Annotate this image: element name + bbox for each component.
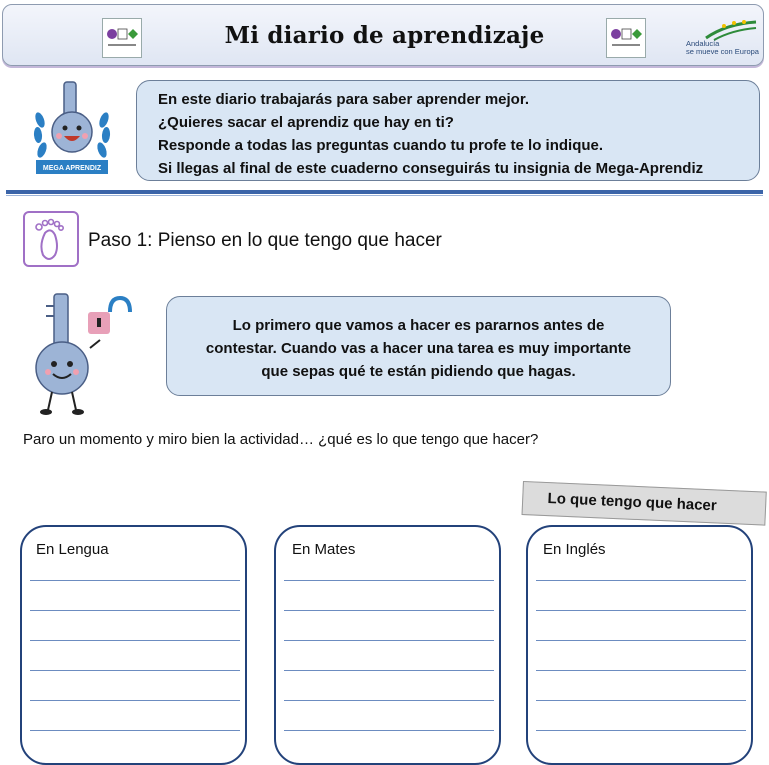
writing-line[interactable] bbox=[284, 670, 494, 671]
writing-line[interactable] bbox=[536, 670, 746, 671]
writing-line[interactable] bbox=[30, 700, 240, 701]
writing-line[interactable] bbox=[536, 610, 746, 611]
writing-line[interactable] bbox=[284, 730, 494, 731]
writing-line[interactable] bbox=[284, 610, 494, 611]
card-label: En Inglés bbox=[543, 541, 606, 558]
svg-text:MEGA APRENDIZ: MEGA APRENDIZ bbox=[42, 165, 102, 172]
explanation-line: que sepas qué te están pidiendo que hagas. bbox=[261, 363, 576, 380]
writing-line[interactable] bbox=[30, 580, 240, 581]
andalucia-slogan: Andalucía se mueve con Europa bbox=[686, 39, 759, 56]
writing-line[interactable] bbox=[30, 730, 240, 731]
writing-line[interactable] bbox=[536, 700, 746, 701]
section-divider-thin bbox=[6, 195, 763, 196]
instruction-text: Paro un momento y miro bien la actividad… ¿qué es lo que tengo que hacer? bbox=[23, 431, 539, 448]
card-label: En Lengua bbox=[36, 541, 109, 558]
intro-line: ¿Quieres sacar el aprendiz que hay en ti? bbox=[158, 114, 454, 131]
answer-card-ingles[interactable] bbox=[526, 525, 753, 765]
intro-line: En este diario trabajarás para saber aprender mejor. bbox=[158, 91, 530, 108]
writing-line[interactable] bbox=[536, 730, 746, 731]
step-title: Paso 1: Pienso en lo que tengo que hacer bbox=[88, 230, 442, 251]
tag-label: Lo que tengo que hacer bbox=[547, 490, 718, 515]
key-padlock-icon bbox=[34, 292, 134, 418]
footprint-icon bbox=[23, 211, 79, 267]
explanation-line: contestar. Cuando vas a hacer una tarea es muy importante bbox=[205, 340, 632, 357]
intro-line: Si llegas al final de este cuaderno conseguirás tu insignia de Mega-Aprendiz bbox=[158, 160, 704, 177]
writing-line[interactable] bbox=[284, 700, 494, 701]
writing-line[interactable] bbox=[30, 640, 240, 641]
section-divider bbox=[6, 190, 763, 194]
answer-card-mates[interactable] bbox=[274, 525, 501, 765]
page-title: Mi diario de aprendizaje bbox=[224, 22, 545, 49]
mega-aprendiz-badge-icon bbox=[28, 80, 116, 184]
writing-line[interactable] bbox=[284, 580, 494, 581]
answer-card-lengua[interactable] bbox=[20, 525, 247, 765]
card-label: En Mates bbox=[292, 541, 356, 558]
intro-line: Responde a todas las preguntas cuando tu profe te lo indique. bbox=[158, 137, 604, 154]
writing-line[interactable] bbox=[30, 670, 240, 671]
writing-line[interactable] bbox=[30, 610, 240, 611]
writing-line[interactable] bbox=[284, 640, 494, 641]
writing-line[interactable] bbox=[536, 580, 746, 581]
writing-line[interactable] bbox=[536, 640, 746, 641]
explanation-line: Lo primero que vamos a hacer es pararnos antes de bbox=[232, 317, 605, 334]
